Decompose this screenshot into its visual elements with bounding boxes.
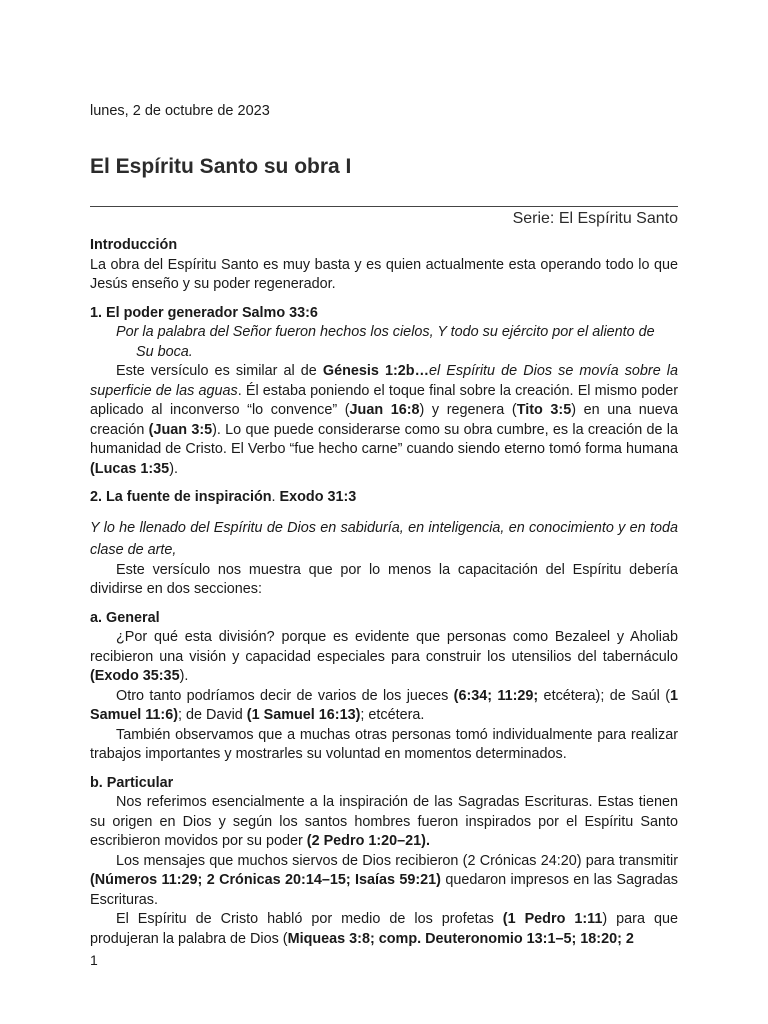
section1-heading: 1. El poder generador Salmo 33:6 xyxy=(90,304,318,321)
bible-ref: Miqueas 3:8; comp. Deuteronomio 13:1–5; 18:20; 2 xyxy=(287,930,634,947)
section1-quote xyxy=(90,323,678,362)
section2-quote: Y lo he llenado del Espíritu de Dios en sabiduría, en inteligencia, en conocimiento y en toda clase de arte, xyxy=(90,519,678,558)
general-paragraph-1: ¿Por qué esta división? porque es evidente que personas como Bezaleel y Aholiab recibieron una visión y capacidad especiales para construir los utensilios del tabernáculo (Exodo 35:35). xyxy=(90,629,678,684)
quote-line-2: Su boca. xyxy=(136,343,193,360)
general-paragraph-2: Otro tanto podríamos decir de varios de los jueces (6:34; 11:29; etcétera); de Saúl (1 Samuel 11:6); de David (1 Samuel 16:13); etcétera. xyxy=(90,687,678,723)
document-title: El Espíritu Santo su obra I xyxy=(90,155,352,178)
particular-paragraph-1: Nos referimos esencialmente a la inspiración de las Sagradas Escrituras. Estas tienen su origen en Dios y según los santos hombres fueron inspirados por el Espíritu Santo escribieron movidos por su poder (2 Pedro 1:20–21). xyxy=(90,794,678,849)
title-divider xyxy=(90,206,678,207)
particular-heading: b. Particular xyxy=(90,774,174,791)
intro-heading: Introducción xyxy=(90,237,178,253)
document-date: lunes, 2 de octubre de 2023 xyxy=(90,103,270,119)
bible-ref: (1 Pedro 1:11 xyxy=(502,911,603,927)
bible-ref: (Números 11:29; 2 Crónicas 20:14–15; Isaías 59:21) xyxy=(90,872,441,888)
bible-ref: Génesis 1:2b… xyxy=(322,363,429,379)
section2-paragraph: Este versículo nos muestra que por lo menos la capacitación del Espíritu debería dividirse en dos secciones: xyxy=(90,561,678,597)
general-heading: a. General xyxy=(90,609,160,626)
bible-ref: (Juan 3:5 xyxy=(148,421,213,438)
general-paragraph-3: También observamos que a muchas otras personas tomó individualmente para realizar trabajos importantes y mostrarles su voluntad en momentos determinados. xyxy=(90,726,678,762)
particular-paragraph-3: El Espíritu de Cristo habló por medio de los profetas (1 Pedro 1:11) para que produjeran la palabra de Dios (Miqueas 3:8; comp. Deuteronomio 13:1–5; 18:20; 2 xyxy=(90,911,678,947)
quote-line-1: Por la palabra del Señor fueron hechos los cielos, Y todo su ejército por el aliento de xyxy=(116,324,655,340)
bible-ref: (1 Samuel 16:13) xyxy=(246,707,361,723)
section1-paragraph: Este versículo es similar al de Génesis 1:2b…el Espíritu de Dios se movía sobre la superficie de las aguas. Él estaba poniendo el toque final sobre la creación. El mismo poder aplicado al inconverso “lo convence” (Juan 16:8) y regenera (Tito 3:5) en una nueva creación (Juan 3:5). Lo que puede considerarse como su obra cumbre, es la creación de la humanidad de Cristo. El Verbo “fue hecho carne” cuando siendo eterno tomó forma humana (Lucas 1:35). xyxy=(90,363,679,477)
document-body xyxy=(90,236,678,949)
particular-paragraph-2: Los mensajes que muchos siervos de Dios recibieron (2 Crónicas 24:20) para transmitir (Números 11:29; 2 Crónicas 20:14–15; Isaías 59:21) quedaron impresos en las Sagradas Escrituras. xyxy=(90,852,678,908)
bible-ref: (2 Pedro 1:20–21). xyxy=(306,833,430,849)
series-label: Serie: El Espíritu Santo xyxy=(512,210,678,227)
bible-ref: (6:34; 11:29; xyxy=(453,687,539,704)
bible-ref: Juan 16:8 xyxy=(349,402,420,418)
bible-ref: (Lucas 1:35 xyxy=(90,460,170,477)
bible-ref: 1 Samuel 11:6) xyxy=(90,687,678,723)
page-number: 1 xyxy=(90,952,98,968)
intro-paragraph: La obra del Espíritu Santo es muy basta y es quien actualmente esta operando todo lo que Jesús enseño y su poder regenerador. xyxy=(90,256,678,292)
bible-ref: Tito 3:5 xyxy=(516,402,572,418)
bible-ref: (Exodo 35:35 xyxy=(90,668,180,684)
section2-heading: 2. La fuente de inspiración. Exodo 31:3 xyxy=(90,489,357,505)
